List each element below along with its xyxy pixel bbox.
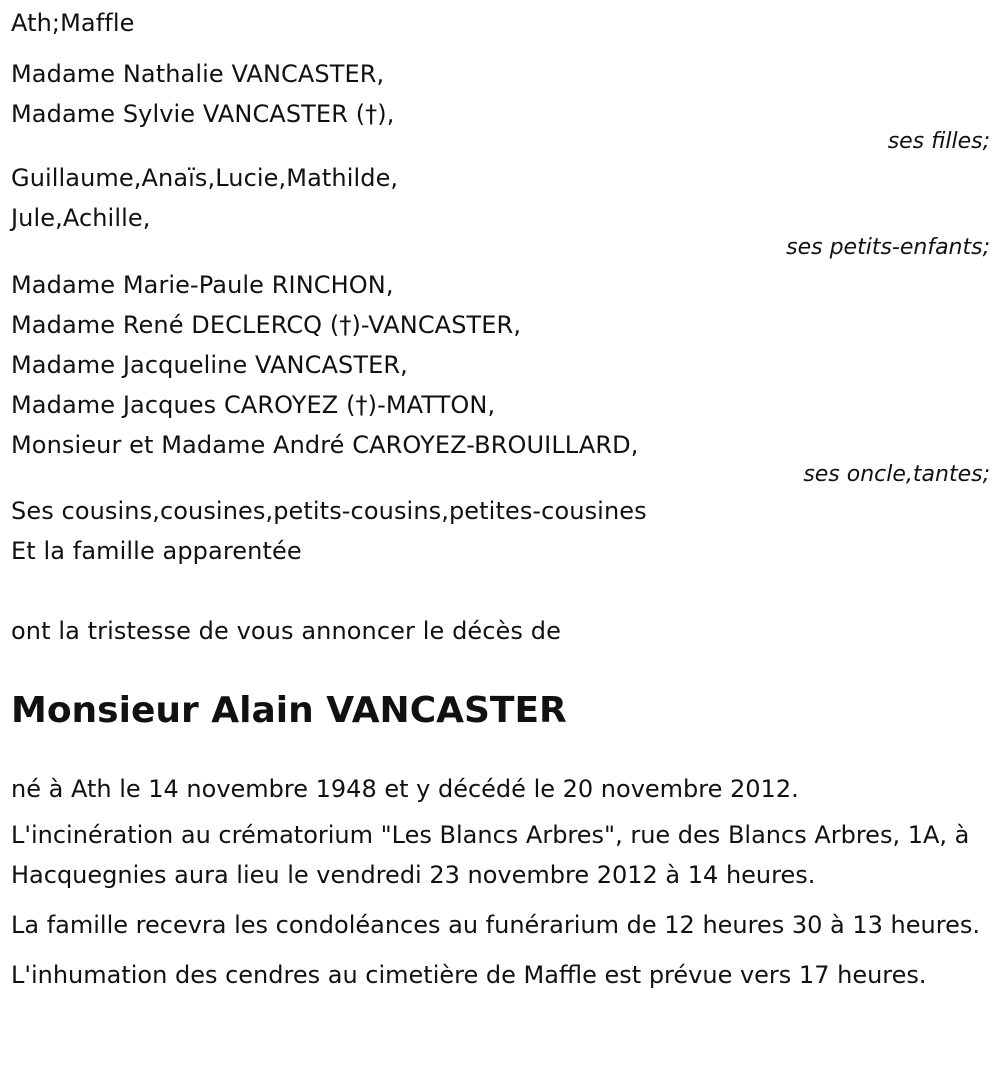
grandchildren-names: Guillaume,Anaïs,Lucie,Mathilde,: [11, 164, 399, 192]
daughter-name: Madame Nathalie VANCASTER,: [11, 60, 385, 88]
details-section: [11, 769, 990, 995]
family-line: Ses cousins,cousines,petits-cousins,petites-cousines: [11, 497, 647, 525]
relative-name: Madame Jacqueline VANCASTER,: [11, 351, 408, 379]
deceased-name: Monsieur Alain VANCASTER: [11, 690, 567, 731]
relative-name: Madame René DECLERCQ (†)-VANCASTER,: [11, 311, 522, 339]
family-line: Et la famille apparentée: [11, 537, 302, 565]
daughters-role-label: ses filles;: [887, 129, 990, 154]
daughter-name: Madame Sylvie VANCASTER (†),: [11, 100, 395, 128]
burial-info: L'inhumation des cendres au cimetière de Maffle est prévue vers 17 heures.: [11, 961, 927, 989]
extended-family-section: [11, 491, 990, 571]
relative-name: Madame Jacques CAROYEZ (†)-MATTON,: [11, 391, 496, 419]
grandchildren-names: Jule,Achille,: [11, 204, 151, 232]
birth-death-info: né à Ath le 14 novembre 1948 et y décédé le 20 novembre 2012.: [11, 775, 799, 803]
condolences-info: La famille recevra les condoléances au funérarium de 12 heures 30 à 13 heures.: [11, 911, 980, 939]
grandchildren-section: [11, 158, 990, 262]
announcement-text: ont la tristesse de vous annoncer le décès de: [11, 617, 561, 645]
relative-name: Madame Marie-Paule RINCHON,: [11, 271, 394, 299]
grandchildren-role-label: ses petits-enfants;: [786, 235, 990, 260]
cremation-info: L'incinération au crématorium "Les Blancs Arbres", rue des Blancs Arbres, 1A, à Hacquegnies aura lieu le vendredi 23 novembre 2012 à 14 heures.: [11, 821, 970, 889]
aunts-uncle-section: [11, 265, 990, 489]
relative-name: Monsieur et Madame André CAROYEZ-BROUILLARD,: [11, 431, 639, 459]
daughters-section: [11, 54, 990, 156]
aunts-uncle-role-label: ses oncle,tantes;: [803, 462, 990, 487]
location-header: Ath;Maffle: [11, 9, 135, 37]
